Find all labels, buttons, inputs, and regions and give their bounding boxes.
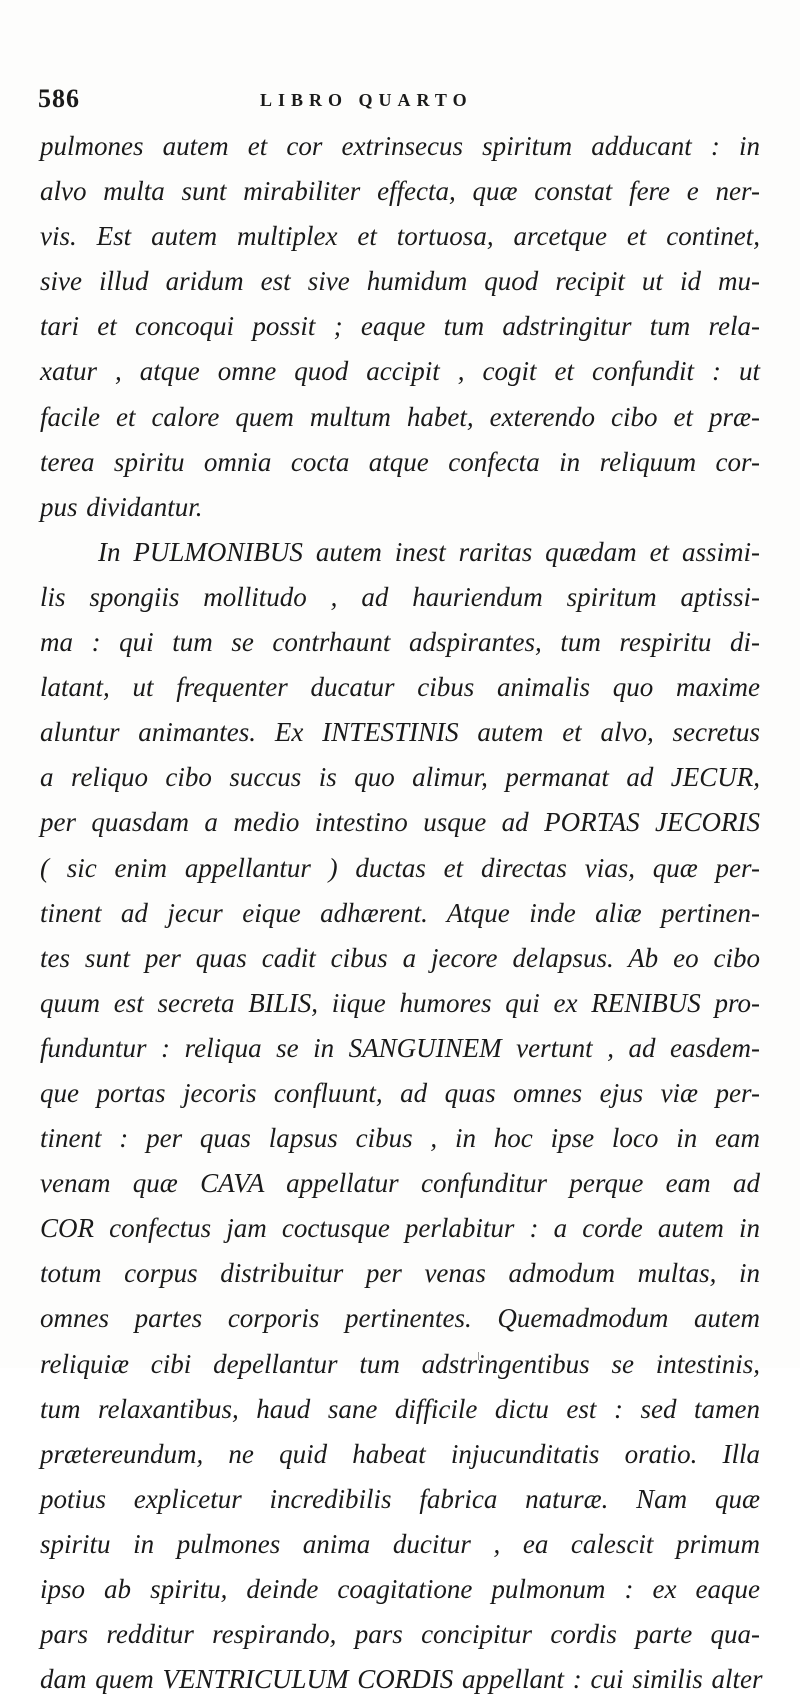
text-line: pus dividantur. [40,491,203,522]
text-line: COR confectus jam coctusque perlabitur : a corde autem in [40,1213,760,1244]
text-line: facile et calore quem multum habet, exterendo cibo et præ- [40,401,760,432]
text-line: pars redditur respirando, pars concipitur cordis parte qua- [40,1619,760,1650]
text-line: funduntur : reliqua se in SANGUINEM vertunt , ad easdem- [40,1032,760,1063]
text-line: alvo multa sunt mirabiliter effecta, quæ constat fere e ner- [40,176,760,207]
text-line: per quasdam a medio intestino usque ad PORTAS JECORIS [40,807,760,838]
text-line: prætereundum, ne quid habeat injucunditatis oratio. Illa [40,1438,760,1469]
text-line: aluntur animantes. Ex INTESTINIS autem et alvo, secretus [40,717,760,748]
text-line: omnes partes corporis pertinentes. Quemadmodum autem [40,1303,760,1334]
text-line: In PULMONIBUS autem inest raritas quædam et assimi- [98,536,760,567]
text-line: tinent ad jecur eique adhærent. Atque inde aliæ pertinen- [40,897,760,928]
text-line: pulmones autem et cor extrinsecus spiritum adducant : in [40,131,760,161]
text-line: ma : qui tum se contrhaunt adspirantes, tum respiritu di- [40,627,760,658]
text-line: tum relaxantibus, haud sane difficile dictu est : sed tamen [40,1393,760,1424]
text-line: spiritu in pulmones anima ducitur , ea calescit primum [40,1528,760,1559]
running-head: LIBRO QUARTO [260,90,473,110]
text-line: lis spongiis mollitudo , ad hauriendum spiritum aptissi- [40,581,760,612]
text-line: a reliquo cibo succus is quo alimur, permanat ad JECUR, [40,762,760,793]
text-line: tinent : per quas lapsus cibus , in hoc ipse loco in eam [40,1123,760,1154]
text-line: vis. Est autem multiplex et tortuosa, arcetque et continet, [40,221,760,252]
text-line: tari et concoqui possit ; eaque tum adstringitur tum rela- [40,311,760,342]
text-line: dam quem VENTRICULUM CORDIS appellant : cui similis alter [40,1664,763,1695]
text-line: latant, ut frequenter ducatur cibus animalis quo maxime [40,672,760,703]
text-line: reliquiæ cibi depellantur tum adstringentibus se intestinis, [40,1348,760,1379]
text-line: que portas jecoris confluunt, ad quas omnes ejus viæ per- [40,1077,760,1108]
text-line: quum est secreta BILIS, iique humores qui ex RENIBUS pro- [40,987,760,1018]
text-line: ( sic enim appellantur ) ductas et directas vias, quæ per- [40,852,760,883]
text-line: terea spiritu omnia cocta atque confecta in reliquum cor- [40,446,760,477]
text-line: potius explicetur incredibilis fabrica naturæ. Nam quæ [40,1483,760,1514]
page-number: 586 [38,84,80,113]
text-line: totum corpus distribuitur per venas admodum multas, in [40,1258,760,1289]
body-text [40,124,763,1702]
text-line: xatur , atque omne quod accipit , cogit et confundit : ut [40,356,760,387]
bottom-margin-mark [478,1352,483,1360]
text-line: venam quæ CAVA appellatur confunditur perque eam ad [40,1168,760,1199]
text-line: ipso ab spiritu, deinde coagitatione pulmonum : ex eaque [40,1574,760,1604]
text-line: tes sunt per quas cadit cibus a jecore delapsus. Ab eo cibo [40,942,760,973]
text-line: sive illud aridum est sive humidum quod recipit ut id mu- [40,266,760,297]
page-header [38,84,758,118]
